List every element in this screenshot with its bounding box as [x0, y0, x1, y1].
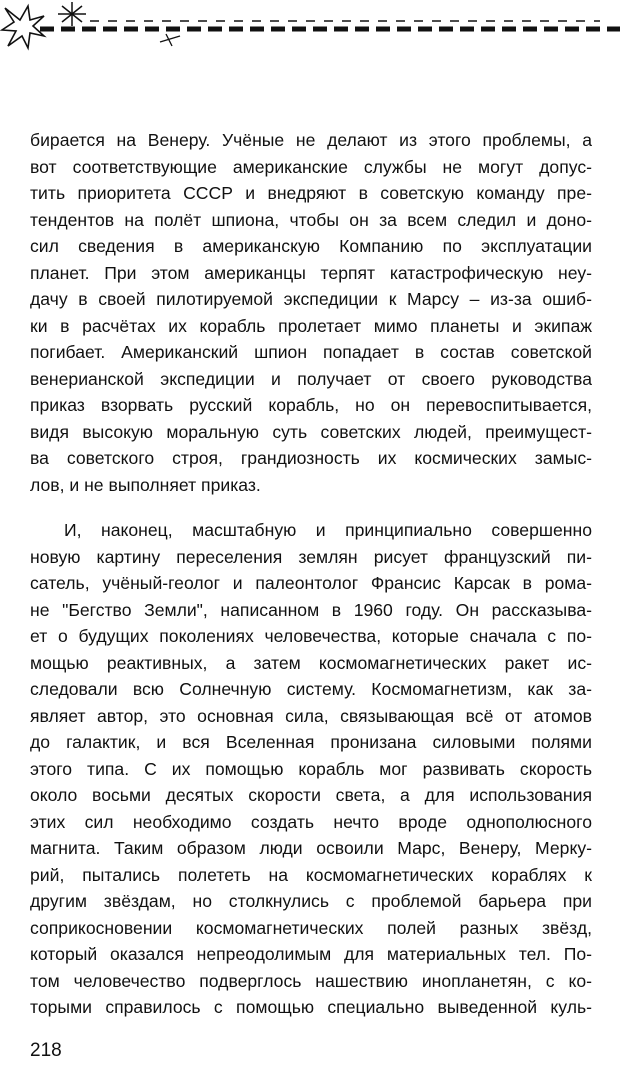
paragraph-2: [30, 517, 592, 1021]
dashed-rule: [40, 21, 620, 29]
small-star-icon: [58, 2, 86, 26]
paragraph-1: [30, 127, 592, 498]
text-line: планет. При этом американцы терпят катастрофическую неу-: [30, 262, 592, 283]
text-line: венерианской экспедиции и получает от своего руководства: [30, 368, 592, 389]
text-line: вот соответствующие американские службы не могут допус-: [30, 156, 592, 177]
text-line: видя высокую моральную суть советских людей, преимущест-: [30, 421, 592, 442]
text-line: рий, пытались полететь на космомагнетических кораблях к: [30, 864, 592, 885]
star-icon: [2, 6, 44, 48]
page-number: 218: [30, 1040, 62, 1061]
text-line: лов, и не выполняет приказ.: [30, 474, 261, 495]
text-line: этих сил необходимо создать нечто вроде однополюсного: [30, 811, 592, 832]
text-line: мощью реактивных, а затем космомагнетических ракет ис-: [30, 652, 592, 673]
text-line: соприкосновении космомагнетических полей разных звёзд,: [30, 917, 592, 938]
text-line: бирается на Венеру. Учёные не делают из этого проблемы, а: [30, 130, 592, 150]
text-line: сатель, учёный-геолог и палеонтолог Франсис Карсак в рома-: [30, 573, 592, 593]
text-line: ет о будущих поколениях человечества, которые сначала с по-: [30, 626, 592, 646]
text-line: не "Бегство Земли", написанном в 1960 году. Он рассказыва-: [30, 599, 592, 620]
text-line: сил сведения в американскую Компанию по эксплуатации: [30, 236, 592, 256]
text-line: дачу в своей пилотируемой экспедиции к Марсу – из-за ошиб-: [30, 289, 592, 309]
text-line: около восьми десятых скорости света, а для использования: [30, 785, 592, 805]
text-line: который оказался непреодолимым для материальных тел. По-: [30, 944, 592, 964]
text-line: до галактик, и вся Вселенная пронизана силовыми полями: [30, 732, 592, 752]
header-stars-decoration: [0, 0, 620, 60]
text-line: приказ взорвать русский корабль, но он перевоспитывается,: [30, 395, 592, 415]
text-line: том человечество подверглось нашествию инопланетян, с ко-: [30, 970, 592, 991]
text-line: новую картину переселения землян рисует французский пи-: [30, 546, 592, 567]
text-line: торыми справилось с помощью специально выведенной куль-: [30, 997, 592, 1017]
text-line: ки в расчётах их корабль пролетает мимо планеты и экипаж: [30, 315, 592, 336]
text-line-indented: И, наконец, масштабную и принципиально совершенно: [64, 520, 592, 540]
text-line: ва советского строя, грандиозность их космических замыс-: [30, 448, 592, 468]
text-line: тендентов на полёт шпиона, чтобы он за всем следил и доно-: [30, 209, 592, 230]
tiny-star-icon: [160, 34, 180, 46]
text-line: тить приоритета СССР и внедряют в советскую команду пре-: [30, 183, 592, 203]
text-line: другим звёздам, но столкнулись с проблемой барьера при: [30, 891, 592, 911]
text-line: являет автор, это основная сила, связывающая всё от атомов: [30, 705, 592, 726]
text-line: этого типа. С их помощью корабль мог развивать скорость: [30, 758, 592, 779]
text-line: следовали всю Солнечную систему. Космомагнетизм, как за-: [30, 679, 592, 699]
text-line: погибает. Американский шпион попадает в состав советской: [30, 342, 592, 362]
text-line: магнита. Таким образом люди освоили Марс, Венеру, Мерку-: [30, 838, 592, 858]
